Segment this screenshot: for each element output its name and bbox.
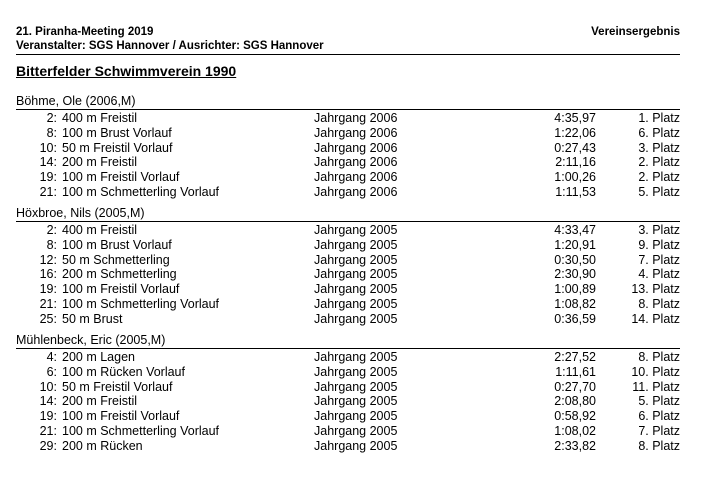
- event-name: 200 m Schmetterling: [62, 267, 177, 282]
- result-place: 13. Platz: [631, 282, 680, 297]
- result-place: 7. Platz: [638, 424, 680, 438]
- result-place: 1. Platz: [638, 111, 680, 125]
- result-place: 10. Platz: [631, 364, 680, 379]
- result-place: 8. Platz: [638, 297, 680, 311]
- event-name: 200 m Rücken: [62, 438, 143, 453]
- result-row: [16, 141, 680, 156]
- result-row: [16, 350, 680, 365]
- result-row: [16, 409, 680, 424]
- result-row: [16, 111, 680, 126]
- result-row: [16, 312, 680, 327]
- event-name: 400 m Freistil: [62, 111, 138, 125]
- event-number: 21:: [39, 185, 57, 199]
- event-name: 50 m Freistil Vorlauf: [62, 379, 173, 394]
- result-place: 5. Platz: [638, 394, 680, 409]
- event-number: 14:: [39, 155, 57, 170]
- swimmer-section: [16, 94, 680, 201]
- result-time: 1:00,26: [554, 170, 596, 185]
- result-time: 0:27,70: [554, 379, 596, 394]
- swimmer-name: Höxbroe, Nils (2005,M): [16, 206, 145, 220]
- age-group: Jahrgang 2005: [314, 252, 398, 267]
- age-group: Jahrgang 2006: [314, 125, 398, 140]
- result-time: 1:20,91: [554, 237, 596, 252]
- result-time: 2:27,52: [554, 350, 596, 364]
- result-place: 11. Platz: [632, 379, 680, 394]
- result-row: [16, 126, 680, 141]
- age-group: Jahrgang 2005: [314, 364, 398, 379]
- document-header: [16, 26, 680, 56]
- result-time: 1:22,06: [554, 125, 596, 140]
- age-group: Jahrgang 2006: [314, 155, 398, 170]
- result-row: [16, 185, 680, 200]
- event-name: 200 m Freistil: [62, 155, 138, 170]
- event-name: 200 m Freistil: [62, 394, 138, 409]
- result-time: 1:11,53: [555, 185, 596, 199]
- age-group: Jahrgang 2005: [314, 350, 398, 364]
- meet-title: 21. Piranha-Meeting 2019: [16, 26, 154, 38]
- result-time: 4:33,47: [554, 223, 596, 237]
- result-row: [16, 365, 680, 380]
- event-number: 14:: [39, 394, 57, 409]
- result-place: 2. Platz: [638, 170, 680, 185]
- header-divider: [16, 54, 680, 55]
- event-name: 50 m Schmetterling: [62, 252, 170, 267]
- event-name: 100 m Rücken Vorlauf: [62, 364, 185, 379]
- swimmer-section: [16, 206, 680, 328]
- event-name: 50 m Freistil Vorlauf: [62, 140, 173, 155]
- event-number: 8:: [46, 237, 57, 252]
- age-group: Jahrgang 2005: [314, 237, 398, 252]
- result-row: [16, 297, 680, 312]
- event-number: 2:: [46, 223, 57, 237]
- swimmer-divider: [16, 109, 680, 110]
- result-place: 4. Platz: [638, 267, 680, 282]
- result-time: 1:00,89: [554, 282, 596, 297]
- event-number: 29:: [39, 438, 57, 453]
- result-place: 6. Platz: [638, 125, 680, 140]
- result-row: [16, 439, 680, 454]
- age-group: Jahrgang 2005: [314, 394, 398, 409]
- event-name: 100 m Freistil Vorlauf: [62, 282, 180, 297]
- result-time: 2:08,80: [554, 394, 596, 409]
- result-place: 3. Platz: [638, 223, 680, 237]
- swimmer-divider: [16, 348, 680, 349]
- result-type: Vereinsergebnis: [591, 26, 680, 38]
- event-number: 21:: [39, 424, 57, 438]
- age-group: Jahrgang 2006: [314, 185, 398, 199]
- result-row: [16, 223, 680, 238]
- result-time: 2:30,90: [554, 267, 596, 282]
- result-place: 9. Platz: [638, 237, 680, 252]
- result-time: 0:30,50: [554, 252, 596, 267]
- event-name: 100 m Freistil Vorlauf: [62, 170, 180, 185]
- event-number: 25:: [39, 311, 57, 326]
- meet-organizer: Veranstalter: SGS Hannover / Ausrichter: SGS Hannover: [16, 40, 324, 52]
- swimmer-divider: [16, 221, 680, 222]
- age-group: Jahrgang 2005: [314, 409, 398, 424]
- event-number: 10:: [39, 379, 57, 394]
- result-place: 3. Platz: [638, 140, 680, 155]
- result-row: [16, 424, 680, 439]
- age-group: Jahrgang 2006: [314, 170, 398, 185]
- result-time: 1:11,61: [555, 364, 596, 379]
- event-name: 100 m Freistil Vorlauf: [62, 409, 180, 424]
- result-time: 2:11,16: [555, 155, 596, 170]
- age-group: Jahrgang 2006: [314, 111, 398, 125]
- event-number: 19:: [39, 282, 57, 297]
- club-name: Bitterfelder Schwimmverein 1990: [16, 63, 237, 79]
- event-number: 19:: [39, 170, 57, 185]
- result-row: [16, 267, 680, 282]
- swimmer-section: [16, 333, 680, 455]
- result-place: 5. Platz: [638, 185, 680, 199]
- event-number: 12:: [39, 252, 57, 267]
- result-time: 1:08,82: [554, 297, 596, 311]
- swimmer-name: Mühlenbeck, Eric (2005,M): [16, 333, 166, 347]
- event-name: 100 m Brust Vorlauf: [62, 237, 172, 252]
- event-name: 100 m Schmetterling Vorlauf: [62, 297, 220, 311]
- event-number: 19:: [39, 409, 57, 424]
- result-place: 2. Platz: [638, 155, 680, 170]
- result-time: 4:35,97: [554, 111, 596, 125]
- event-number: 21:: [39, 297, 57, 311]
- event-number: 16:: [39, 267, 57, 282]
- result-time: 2:33,82: [554, 438, 596, 453]
- result-row: [16, 253, 680, 268]
- result-row: [16, 238, 680, 253]
- age-group: Jahrgang 2005: [314, 311, 398, 326]
- result-time: 0:27,43: [554, 140, 596, 155]
- event-name: 400 m Freistil: [62, 223, 138, 237]
- age-group: Jahrgang 2005: [314, 267, 398, 282]
- result-row: [16, 282, 680, 297]
- event-name: 50 m Brust: [62, 311, 123, 326]
- result-row: [16, 170, 680, 185]
- age-group: Jahrgang 2005: [314, 424, 398, 438]
- result-time: 0:36,59: [554, 311, 596, 326]
- age-group: Jahrgang 2005: [314, 438, 398, 453]
- result-row: [16, 380, 680, 395]
- age-group: Jahrgang 2005: [314, 379, 398, 394]
- age-group: Jahrgang 2006: [314, 140, 398, 155]
- result-place: 8. Platz: [638, 438, 680, 453]
- swimmer-name: Böhme, Ole (2006,M): [16, 94, 136, 108]
- event-name: 100 m Schmetterling Vorlauf: [62, 424, 220, 438]
- result-place: 7. Platz: [638, 252, 680, 267]
- event-number: 4:: [46, 350, 57, 364]
- event-number: 6:: [46, 364, 57, 379]
- event-name: 100 m Brust Vorlauf: [62, 125, 172, 140]
- event-name: 100 m Schmetterling Vorlauf: [62, 185, 220, 199]
- event-name: 200 m Lagen: [62, 350, 135, 364]
- result-time: 0:58,92: [554, 409, 596, 424]
- event-number: 2:: [46, 111, 57, 125]
- result-place: 8. Platz: [638, 350, 680, 364]
- age-group: Jahrgang 2005: [314, 297, 398, 311]
- result-place: 6. Platz: [638, 409, 680, 424]
- age-group: Jahrgang 2005: [314, 282, 398, 297]
- result-row: [16, 155, 680, 170]
- result-time: 1:08,02: [554, 424, 596, 438]
- result-place: 14. Platz: [631, 311, 680, 326]
- event-number: 8:: [46, 125, 57, 140]
- age-group: Jahrgang 2005: [314, 223, 398, 237]
- event-number: 10:: [39, 140, 57, 155]
- result-row: [16, 394, 680, 409]
